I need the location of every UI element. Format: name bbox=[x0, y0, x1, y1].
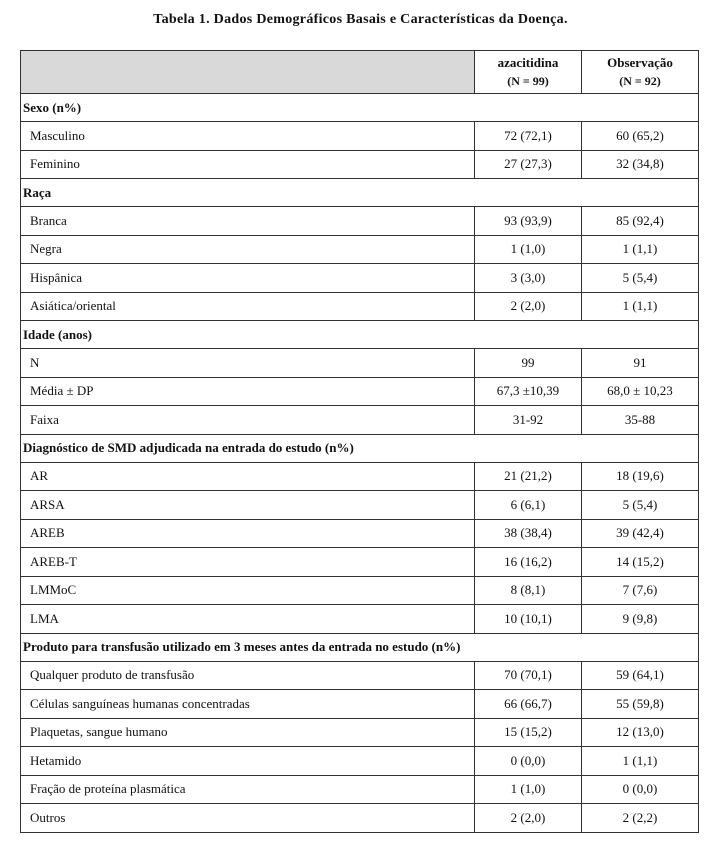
row-label: Negra bbox=[21, 235, 475, 264]
value-azacitidina: 93 (93,9) bbox=[475, 207, 582, 236]
table-title: Tabela 1. Dados Demográficos Basais e Características da Doença. bbox=[153, 12, 568, 27]
row-label: Média ± DP bbox=[21, 377, 475, 406]
value-azacitidina: 38 (38,4) bbox=[475, 519, 582, 548]
table-row bbox=[21, 718, 699, 747]
value-azacitidina: 1 (1,0) bbox=[475, 235, 582, 264]
value-azacitidina: 3 (3,0) bbox=[475, 264, 582, 293]
row-label: AREB-T bbox=[21, 548, 475, 577]
table-row bbox=[21, 491, 699, 520]
value-azacitidina: 10 (10,1) bbox=[475, 605, 582, 634]
section-heading: Raça bbox=[21, 179, 699, 207]
row-label: Hetamido bbox=[21, 747, 475, 776]
value-azacitidina: 21 (21,2) bbox=[475, 462, 582, 491]
demographics-table bbox=[20, 50, 699, 833]
section-heading: Idade (anos) bbox=[21, 321, 699, 349]
column-n: (N = 92) bbox=[619, 74, 661, 88]
table-row bbox=[21, 747, 699, 776]
value-observacao: 9 (9,8) bbox=[582, 605, 699, 634]
table-row bbox=[21, 207, 699, 236]
value-observacao: 32 (34,8) bbox=[582, 150, 699, 179]
table-row bbox=[21, 775, 699, 804]
table-row bbox=[21, 122, 699, 151]
value-azacitidina: 16 (16,2) bbox=[475, 548, 582, 577]
value-observacao: 1 (1,1) bbox=[582, 292, 699, 321]
row-label: Asiática/oriental bbox=[21, 292, 475, 321]
row-label: LMMoC bbox=[21, 576, 475, 605]
row-label: Plaquetas, sangue humano bbox=[21, 718, 475, 747]
table-row bbox=[21, 377, 699, 406]
value-azacitidina: 8 (8,1) bbox=[475, 576, 582, 605]
value-azacitidina: 15 (15,2) bbox=[475, 718, 582, 747]
section-row bbox=[21, 94, 699, 122]
value-observacao: 7 (7,6) bbox=[582, 576, 699, 605]
column-name: Observação bbox=[607, 55, 673, 70]
value-azacitidina: 27 (27,3) bbox=[475, 150, 582, 179]
value-observacao: 85 (92,4) bbox=[582, 207, 699, 236]
value-azacitidina: 72 (72,1) bbox=[475, 122, 582, 151]
table-row bbox=[21, 519, 699, 548]
header-row bbox=[21, 51, 699, 94]
section-heading: Produto para transfusão utilizado em 3 meses antes da entrada no estudo (n%) bbox=[21, 633, 699, 661]
section-heading: Diagnóstico de SMD adjudicada na entrada do estudo (n%) bbox=[21, 434, 699, 462]
value-azacitidina: 1 (1,0) bbox=[475, 775, 582, 804]
column-n: (N = 99) bbox=[507, 74, 549, 88]
value-observacao: 39 (42,4) bbox=[582, 519, 699, 548]
table-row bbox=[21, 462, 699, 491]
column-header-observacao bbox=[582, 51, 699, 94]
row-label: Células sanguíneas humanas concentradas bbox=[21, 690, 475, 719]
table-row bbox=[21, 150, 699, 179]
value-observacao: 5 (5,4) bbox=[582, 491, 699, 520]
value-azacitidina: 0 (0,0) bbox=[475, 747, 582, 776]
row-label: Qualquer produto de transfusão bbox=[21, 661, 475, 690]
table-body bbox=[21, 94, 699, 833]
row-label: N bbox=[21, 349, 475, 378]
row-label: Outros bbox=[21, 804, 475, 833]
row-label: LMA bbox=[21, 605, 475, 634]
row-label: ARSA bbox=[21, 491, 475, 520]
value-azacitidina: 2 (2,0) bbox=[475, 804, 582, 833]
section-row bbox=[21, 321, 699, 349]
table-row bbox=[21, 406, 699, 435]
table-row bbox=[21, 661, 699, 690]
value-azacitidina: 67,3 ±10,39 bbox=[475, 377, 582, 406]
value-observacao: 14 (15,2) bbox=[582, 548, 699, 577]
value-observacao: 0 (0,0) bbox=[582, 775, 699, 804]
column-name: azacitidina bbox=[497, 55, 559, 70]
section-row bbox=[21, 434, 699, 462]
row-label: Fração de proteína plasmática bbox=[21, 775, 475, 804]
table-row bbox=[21, 264, 699, 293]
row-label: AR bbox=[21, 462, 475, 491]
value-observacao: 12 (13,0) bbox=[582, 718, 699, 747]
section-row bbox=[21, 633, 699, 661]
table-row bbox=[21, 349, 699, 378]
value-azacitidina: 70 (70,1) bbox=[475, 661, 582, 690]
value-observacao: 18 (19,6) bbox=[582, 462, 699, 491]
value-azacitidina: 66 (66,7) bbox=[475, 690, 582, 719]
table-row bbox=[21, 605, 699, 634]
value-azacitidina: 2 (2,0) bbox=[475, 292, 582, 321]
table-row bbox=[21, 548, 699, 577]
column-header-azacitidina bbox=[475, 51, 582, 94]
header-label-cell bbox=[21, 51, 475, 94]
row-label: Branca bbox=[21, 207, 475, 236]
value-observacao: 55 (59,8) bbox=[582, 690, 699, 719]
value-observacao: 60 (65,2) bbox=[582, 122, 699, 151]
value-observacao: 1 (1,1) bbox=[582, 235, 699, 264]
value-observacao: 2 (2,2) bbox=[582, 804, 699, 833]
value-observacao: 5 (5,4) bbox=[582, 264, 699, 293]
section-row bbox=[21, 179, 699, 207]
row-label: AREB bbox=[21, 519, 475, 548]
value-azacitidina: 99 bbox=[475, 349, 582, 378]
table-row bbox=[21, 292, 699, 321]
value-azacitidina: 6 (6,1) bbox=[475, 491, 582, 520]
table-row bbox=[21, 690, 699, 719]
row-label: Masculino bbox=[21, 122, 475, 151]
row-label: Faixa bbox=[21, 406, 475, 435]
table-row bbox=[21, 804, 699, 833]
section-heading: Sexo (n%) bbox=[21, 94, 699, 122]
row-label: Hispânica bbox=[21, 264, 475, 293]
value-azacitidina: 31-92 bbox=[475, 406, 582, 435]
value-observacao: 35-88 bbox=[582, 406, 699, 435]
value-observacao: 91 bbox=[582, 349, 699, 378]
value-observacao: 68,0 ± 10,23 bbox=[582, 377, 699, 406]
table-row bbox=[21, 576, 699, 605]
value-observacao: 1 (1,1) bbox=[582, 747, 699, 776]
table-row bbox=[21, 235, 699, 264]
value-observacao: 59 (64,1) bbox=[582, 661, 699, 690]
row-label: Feminino bbox=[21, 150, 475, 179]
